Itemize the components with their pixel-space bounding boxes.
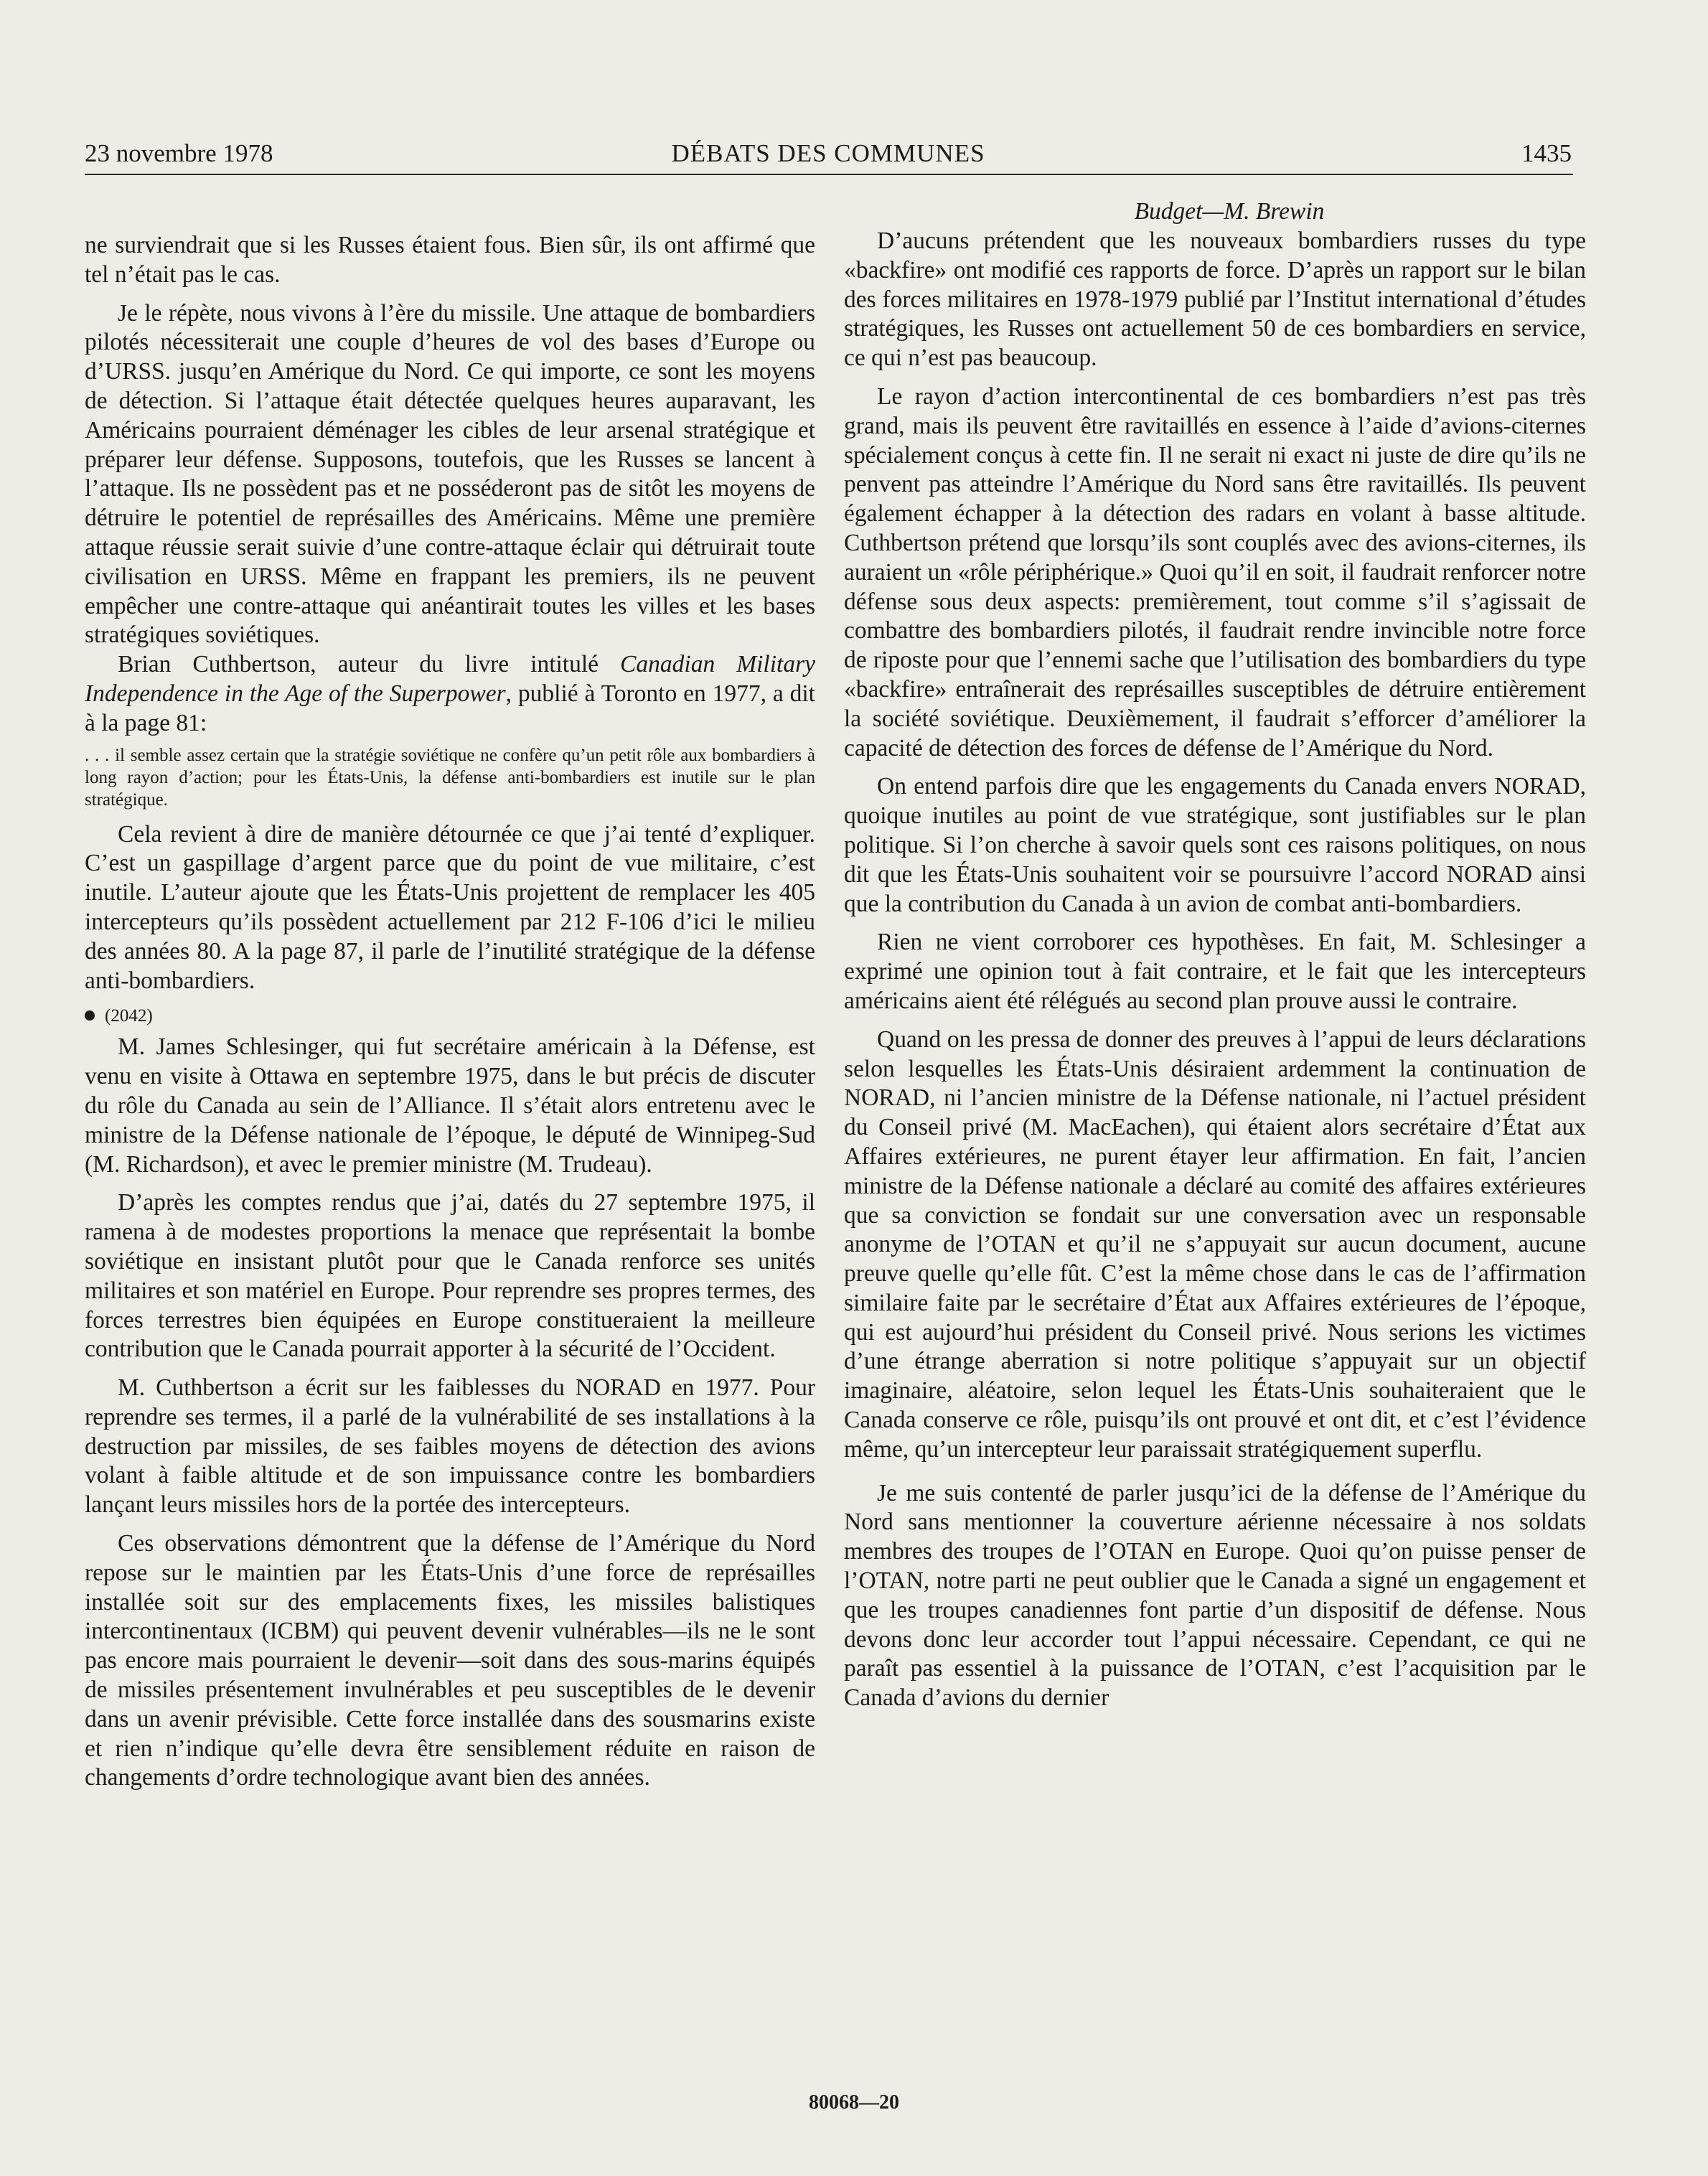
paragraph: Le rayon d’action intercontinental de ces bombardiers n’est pas très grand, mais ils peuvent être ravitaillés en essence à l’aide d’avions-citernes spécialement conçus à cette fin. Il ne serait ni exact ni juste de dire qu’ils ne penvent pas atteindre l’Amérique du Nord sans être ravitaillés. Ils peuvent également échapper à la détection des radars en volant à basse altitude. Cuthbertson prétend que lorsqu’ils sont couplés avec des avions-citernes, ils auraient un «rôle périphérique.» Quoi qu’il en soit, il faudrait renforcer notre défense sous deux aspects: premièrement, tout comme s’il s’agissait de combattre des bombardiers pilotés, il faudrait rendre invincible notre force de riposte pour que l’ennemi sache que l’utilisation des bombardiers du type «backfire» entraînerait des représailles susceptibles de détruire entièrement la société soviétique. Deuxièmement, il faudrait s’efforcer d’améliorer la capacité de détection des forces de défense de l’Amérique du Nord. bbox=[844, 383, 1586, 761]
section-heading: Budget—M. Brewin bbox=[1134, 198, 1325, 225]
paragraph: On entend parfois dire que les engagements du Canada envers NORAD, quoique inutiles au point de vue stratégique, sont justifiables sur le plan politique. Si l’on cherche à savoir quels sont ces raisons politiques, on nous dit que les États-Unis souhaitent voir se poursuivre l’accord NORAD ainsi que la contribution du Canada à un avion de combat anti-bombardiers. bbox=[844, 773, 1586, 917]
paragraph: M. James Schlesinger, qui fut secrétaire américain à la Défense, est venu en visite à Ottawa en septembre 1975, dans le but précis de discuter du rôle du Canada au sein de l’Alliance. Il s’était alors entretenu avec le ministre de la Défense nationale de l’époque, le député de Winnipeg-Sud (M. Richardson), et avec le premier ministre (M. Trudeau). bbox=[85, 1033, 815, 1178]
header-rule bbox=[85, 174, 1573, 175]
right-column bbox=[844, 197, 1586, 1713]
paragraph: Quand on les pressa de donner des preuves à l’appui de leurs déclarations selon lesquelles les États-Unis désiraient ardemment la continuation de NORAD, ni l’ancien ministre de la Défense nationale, ni l’actuel président du Conseil privé (M. MacEachen), qui étaient alors secrétaire d’État aux Affaires extérieures, ne purent étayer leur affirmation. En fait, l’ancien ministre de la Défense nationale a déclaré au comité des affaires extérieures que sa conviction se fondait sur une conversation avec un responsable anonyme de l’OTAN et qu’il ne s’appuyait sur aucun document, aucune preuve quelle qu’elle fût. C’est la même chose dans le cas de l’affirmation similaire faite par le secrétaire d’État aux Affaires extérieures de l’époque, qui est aujourd’hui président du Conseil privé. Nous serions les victimes d’une étrange aberration si notre politique s’appuyait sur un objectif imaginaire, aléatoire, selon lequel les États-Unis souhaiteraient que le Canada conserve ce rôle, puisqu’ils ont prouvé et ont dit, et c’est l’évidence même, qu’un intercepteur leur paraissait stratégiquement superflu. bbox=[844, 1026, 1586, 1463]
paragraph: Je le répète, nous vivons à l’ère du missile. Une attaque de bombardiers pilotés nécessiterait une couple d’heures de vol des bases d’Europe ou d’URSS. jusqu’en Amérique du Nord. Ce qui importe, ce sont les moyens de détection. Si l’attaque était détectée quelques heures auparavant, les Américains pourraient déménager les cibles de leur arsenal stratégique et préparer leur défense. Supposons, toutefois, que les Russes se lancent à l’attaque. Ils ne possèdent pas et ne posséderont pas de sitôt les moyens de détruire le potentiel de représailles des Américains. Même une première attaque réussie serait suivie d’une contre-attaque éclair qui détruirait toute civilisation en URSS. Même en frappant les premiers, ils ne peuvent empêcher une contre-attaque qui anéantirait toutes les villes et les bases stratégiques soviétiques. bbox=[85, 299, 815, 649]
header-title: DÉBATS DES COMMUNES bbox=[671, 139, 985, 167]
paragraph: Brian Cuthbertson, auteur du livre intitulé Canadian Military Independence in the Age of the Superpower, publié à Toronto en 1977, a dit à la page 81: bbox=[85, 651, 815, 736]
paragraph: Rien ne vient corroborer ces hypothèses. En fait, M. Schlesinger a exprimé une opinion tout à fait contraire, et le fait que les intercepteurs américains aient été rélégués au second plan prouve aussi le contraire. bbox=[844, 929, 1586, 1014]
paragraph: Ces observations démontrent que la défense de l’Amérique du Nord repose sur le maintien par les États-Unis d’une force de représailles installée soit sur des emplacements fixes, les missiles balistiques intercontinentaux (ICBM) qui peuvent devenir vulnérables—ils ne le sont pas encore mais pourraient le devenir—soit dans des sous-marins équipés de missiles présentement invulnérables et peu susceptibles de le devenir dans un avenir prévisible. Cette force installée dans des sousmarins existe et rien n’indique qu’elle devra être sensiblement réduite en raison de changements d’ordre technologique avant bien des années. bbox=[85, 1530, 815, 1791]
bullet-icon bbox=[85, 1010, 95, 1021]
paragraph: Je me suis contenté de parler jusqu’ici de la défense de l’Amérique du Nord sans mentionner la couverture aérienne nécessaire à nos soldats membres des troupes de l’OTAN en Europe. Quoi qu’on puisse penser de l’OTAN, notre parti ne peut oublier que le Canada a signé un engagement et que les troupes canadiennes font partie d’un dispositif de défense. Nous devons donc leur accorder tout l’appui nécessaire. Cependant, ce qui ne paraît pas essentiel à la puissance de l’OTAN, c’est l’acquisition par le Canada d’avions du dernier bbox=[844, 1479, 1586, 1712]
block-quote: . . . il semble assez certain que la stratégie soviétique ne confère qu’un petit rôle aux bombardiers à long rayon d’action; pour les États-Unis, la défense anti-bombardiers est inutile sur le plan stratégique. bbox=[85, 745, 815, 810]
paragraph: M. Cuthbertson a écrit sur les faiblesses du NORAD en 1977. Pour reprendre ses termes, il a parlé de la vulnérabilité de ses installations à la destruction par missiles, de ses faibles moyens de détection des avions volant à faible altitude et de son impuissance contre les bombardiers lançant leurs missiles hors de la portée des intercepteurs. bbox=[85, 1374, 815, 1519]
header-page-number: 1435 bbox=[1521, 139, 1572, 167]
time-marker: (2042) bbox=[85, 1004, 815, 1028]
book-title: Canadian Military Independence in the Age of the Superpower bbox=[85, 651, 815, 707]
paragraph: D’après les comptes rendus que j’ai, datés du 27 septembre 1975, il ramena à de modestes proportions la menace que représentait la bombe soviétique en insistant plutôt pour que le Canada renforce ses unités militaires et son matériel en Europe. Pour reprendre ses propres termes, des forces terrestres bien équipées en Europe constitueraient la meilleure contribution que le Canada pourrait apporter à la sécurité de l’Occident. bbox=[85, 1189, 815, 1363]
left-column bbox=[85, 231, 815, 1793]
header-date: 23 novembre 1978 bbox=[85, 139, 273, 167]
paragraph: D’aucuns prétendent que les nouveaux bombardiers russes du type «backfire» ont modifié ces rapports de force. D’après un rapport sur le bilan des forces militaires en 1978-1979 publié par l’Institut international d’études stratégiques, les Russes ont actuellement 50 de ces bombardiers en service, ce qui n’est pas beaucoup. bbox=[844, 228, 1586, 372]
footer-code: 80068—20 bbox=[809, 2091, 899, 2114]
paragraph: ne surviendrait que si les Russes étaient fous. Bien sûr, ils ont affirmé que tel n’était pas le cas. bbox=[85, 232, 815, 288]
paragraph: Cela revient à dire de manière détournée ce que j’ai tenté d’expliquer. C’est un gaspillage d’argent parce que du point de vue militaire, c’est inutile. L’auteur ajoute que les États-Unis projettent de remplacer les 405 intercepteurs qu’ils possèdent actuellement par 212 F-106 d’ici le milieu des années 80. A la page 87, il parle de l’inutilité stratégique de la défense anti-bombardiers. bbox=[85, 820, 815, 994]
page-header bbox=[85, 138, 1572, 175]
